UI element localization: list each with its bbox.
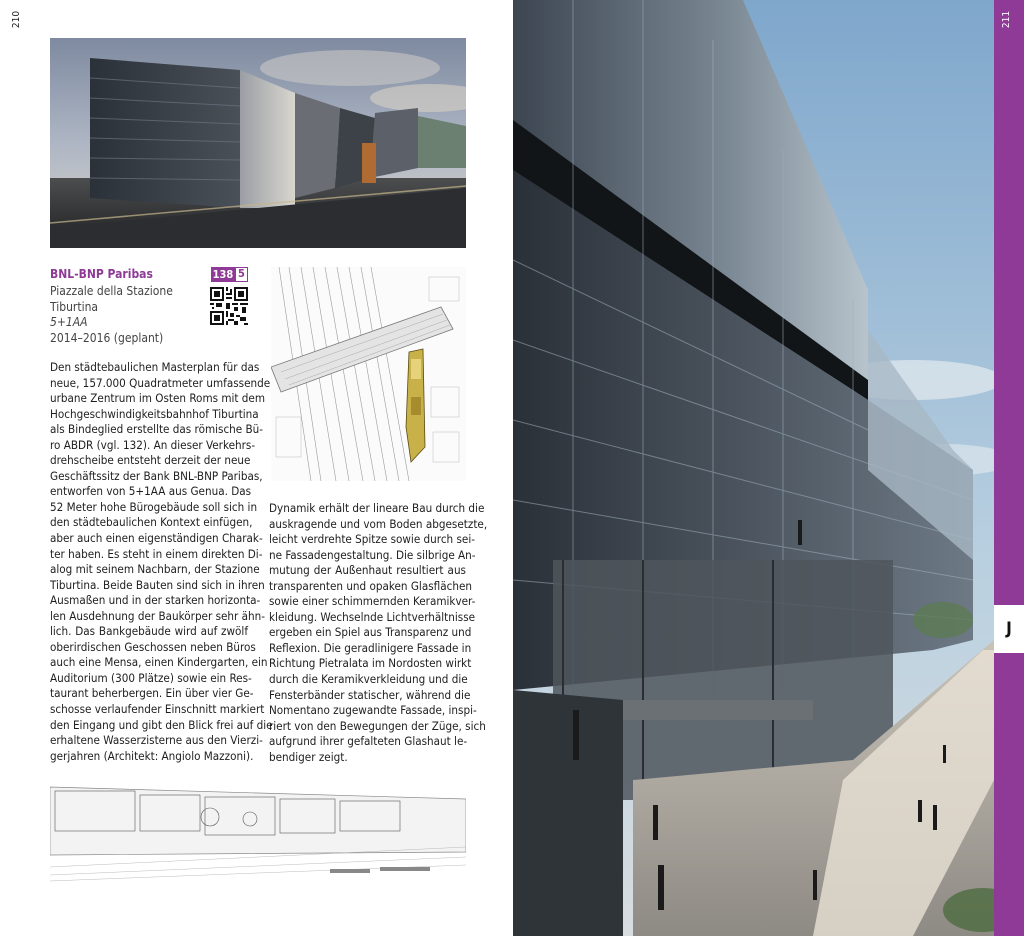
text-line: Auditorium (300 Plätze) sowie ein Res-	[50, 670, 252, 685]
text-line: Reflexion. Die geradlinigere Fassade in	[269, 640, 472, 655]
text-line: len Ausdehnung der Baukörper sehr ähn-	[50, 608, 266, 623]
text-line: Dynamik erhält der lineare Bau durch die	[269, 501, 485, 515]
site-plan-drawing	[271, 267, 466, 481]
text-line: 52 Meter hohe Bürogebäude soll sich in	[50, 499, 258, 514]
section-sidebar	[994, 0, 1024, 936]
text-line: Den städtebaulichen Masterplan für das	[50, 360, 260, 374]
floor-plan-drawing	[50, 777, 466, 885]
text-line: sowie einer schimmernden Keramikver-	[269, 594, 476, 609]
text-line: taurant beherbergen. Ein über vier Ge-	[50, 686, 254, 701]
text-line: lich. Das Bankgebäude wird auf zwölf	[50, 624, 248, 639]
text-column-1	[50, 360, 273, 764]
qr-code	[210, 287, 248, 325]
text-line: drehscheibe entsteht derzeit der neue	[50, 453, 251, 468]
text-line: schosse verlaufender Einschnitt markiert	[50, 702, 265, 717]
text-line: Geschäftssitz der Bank BNL-BNP Paribas,	[50, 468, 263, 483]
text-line: entworfen von 5+1AA aus Genua. Das	[50, 484, 252, 499]
text-line: Tiburtina. Beide Bauten sind sich in ihren	[50, 577, 265, 592]
text-line: neue, 157.000 Quadratmeter umfassende	[50, 375, 271, 390]
text-line: ne Fassadengestaltung. Die silbrige An-	[269, 547, 476, 562]
text-line: mutung der Außenhaut resultiert aus	[269, 563, 466, 578]
text-line: erhaltene Wasserzisterne aus den Vierzi-	[50, 733, 263, 748]
text-line: ergeben ein Spiel aus Transparenz und	[269, 625, 472, 640]
text-line: gerjahren (Architekt: Angiolo Mazzoni).	[50, 748, 254, 763]
text-line: leicht verdrehte Spitze sowie durch sei-	[269, 532, 475, 547]
text-line: kleidung. Wechselnde Lichtverhältnisse	[269, 609, 476, 624]
text-line: als Bindeglied erstellte das römische Bü-	[50, 422, 264, 437]
text-line: durch die Keramikverkleidung und die	[269, 672, 468, 687]
page-number-left: 210	[11, 10, 23, 29]
text-line: aber auch einen eigenständigen Charak-	[50, 531, 263, 546]
map-grid-badge: 5	[235, 267, 248, 282]
text-line: urbane Zentrum im Osten Roms mit dem	[50, 391, 266, 406]
text-line: auch eine Mensa, einen Kindergarten, ein	[50, 655, 268, 670]
facade-rendering-photo	[513, 0, 994, 936]
text-line: Richtung Pietralata im Nordosten wirkt	[269, 656, 472, 671]
address-line-2: Tiburtina	[50, 299, 99, 314]
text-line: riert von den Bewegungen der Züge, sich	[269, 718, 486, 733]
entry-title: BNL-BNP Paribas	[50, 267, 153, 281]
text-line: oberirdischen Geschossen neben Büros	[50, 639, 256, 654]
map-page-badge: 138	[212, 268, 234, 281]
years: 2014–2016 (geplant)	[50, 330, 164, 345]
text-column-2	[269, 501, 488, 765]
text-line: alog mit seinem Nachbarn, der Stazione	[50, 562, 260, 577]
architect	[50, 315, 88, 331]
text-line: ro ABDR (vgl. 132). An dieser Verkehrs-	[50, 437, 256, 452]
text-line: Ausmaßen und in der starken horizonta-	[50, 593, 261, 608]
text-line: den städtebaulichen Kontext einfügen,	[50, 515, 253, 530]
text-line: aufgrund ihrer gefalteten Glashaut le-	[269, 734, 468, 749]
address-line-1: Piazzale della Stazione	[50, 284, 173, 298]
text-line: Nomentano zugewandte Fassade, inspi-	[269, 703, 477, 718]
text-line: den Eingang und gibt den Blick frei auf die	[50, 717, 273, 732]
text-line: Fensterbänder statischer, während die	[269, 687, 471, 702]
text-line: auskragende und vom Boden abgesetzte,	[269, 516, 488, 531]
architect-name: 5+1AA	[50, 315, 88, 329]
section-tab: J	[994, 605, 1024, 653]
text-line: ter haben. Es steht in einem direkten Di-	[50, 546, 263, 561]
building-rendering-photo	[50, 38, 466, 248]
text-line: Hochgeschwindigkeitsbahnhof Tiburtina	[50, 406, 259, 421]
text-line: transparenten und opaken Glasflächen	[269, 578, 472, 593]
page-number-right: 211	[1001, 10, 1013, 29]
text-line: bendiger zeigt.	[269, 749, 348, 764]
